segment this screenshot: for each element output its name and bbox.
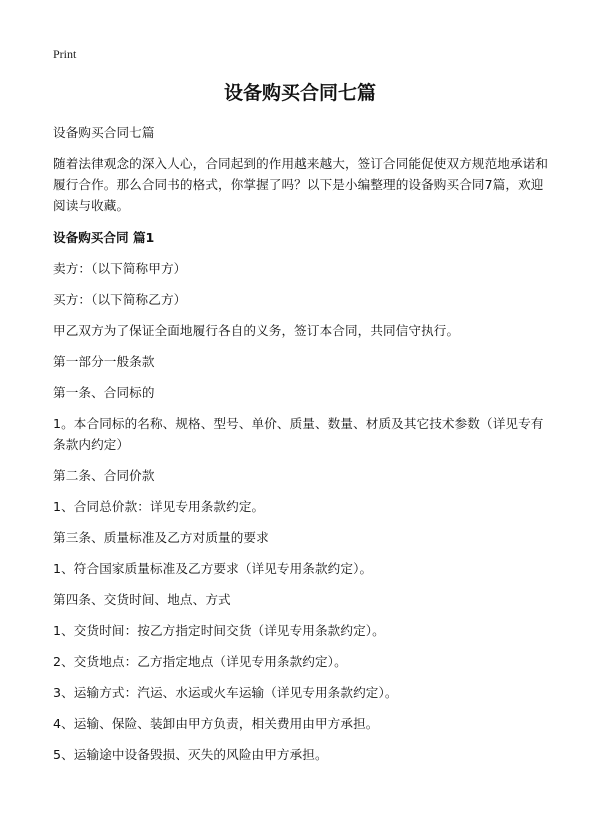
clause-paragraph: 2、交货地点：乙方指定地点（详见专用条款约定）。 bbox=[53, 654, 347, 669]
article-heading: 第一条、合同标的 bbox=[53, 385, 155, 400]
print-link[interactable]: Print bbox=[53, 47, 77, 61]
clause-paragraph: 1、交货时间：按乙方指定时间交货（详见专用条款约定）。 bbox=[53, 623, 385, 638]
clause-paragraph: 3、运输方式：汽运、水运或火车运输（详见专用条款约定）。 bbox=[53, 685, 398, 700]
intro-paragraph: 随着法律观念的深入人心，合同起到的作用越来越大，签订合同能促使双方规范地承诺和履行合作。那么合同书的格式，你掌握了吗？以下是小编整理的设备购买合同7篇，欢迎阅读与收藏。 bbox=[53, 156, 549, 213]
part-heading: 第一部分一般条款 bbox=[53, 354, 155, 369]
article-heading: 第三条、质量标准及乙方对质量的要求 bbox=[53, 530, 269, 545]
clause-paragraph: 4、运输、保险、装卸由甲方负责，相关费用由甲方承担。 bbox=[53, 716, 379, 731]
clause-paragraph: 1。本合同标的名称、规格、型号、单价、质量、数量、材质及其它技术参数（详见专有条款内约定） bbox=[53, 416, 544, 452]
section-heading: 设备购买合同 篇1 bbox=[53, 230, 155, 245]
agreement-statement: 甲乙双方为了保证全面地履行各自的义务，签订本合同，共同信守执行。 bbox=[53, 323, 460, 338]
subtitle: 设备购买合同七篇 bbox=[53, 125, 155, 140]
page-title: 设备购买合同七篇 bbox=[223, 82, 376, 104]
article-heading: 第四条、交货时间、地点、方式 bbox=[53, 592, 231, 607]
clause-paragraph: 5、运输途中设备毁损、灭失的风险由甲方承担。 bbox=[53, 747, 328, 762]
article-heading: 第二条、合同价款 bbox=[53, 468, 155, 483]
buyer-line: 买方：（以下简称乙方） bbox=[53, 292, 187, 307]
clause-paragraph: 1、符合国家质量标准及乙方要求（详见专用条款约定）。 bbox=[53, 561, 373, 576]
document-body bbox=[53, 122, 553, 775]
clause-paragraph: 1、合同总价款：详见专用条款约定。 bbox=[53, 499, 265, 514]
seller-line: 卖方：（以下简称甲方） bbox=[53, 261, 187, 276]
